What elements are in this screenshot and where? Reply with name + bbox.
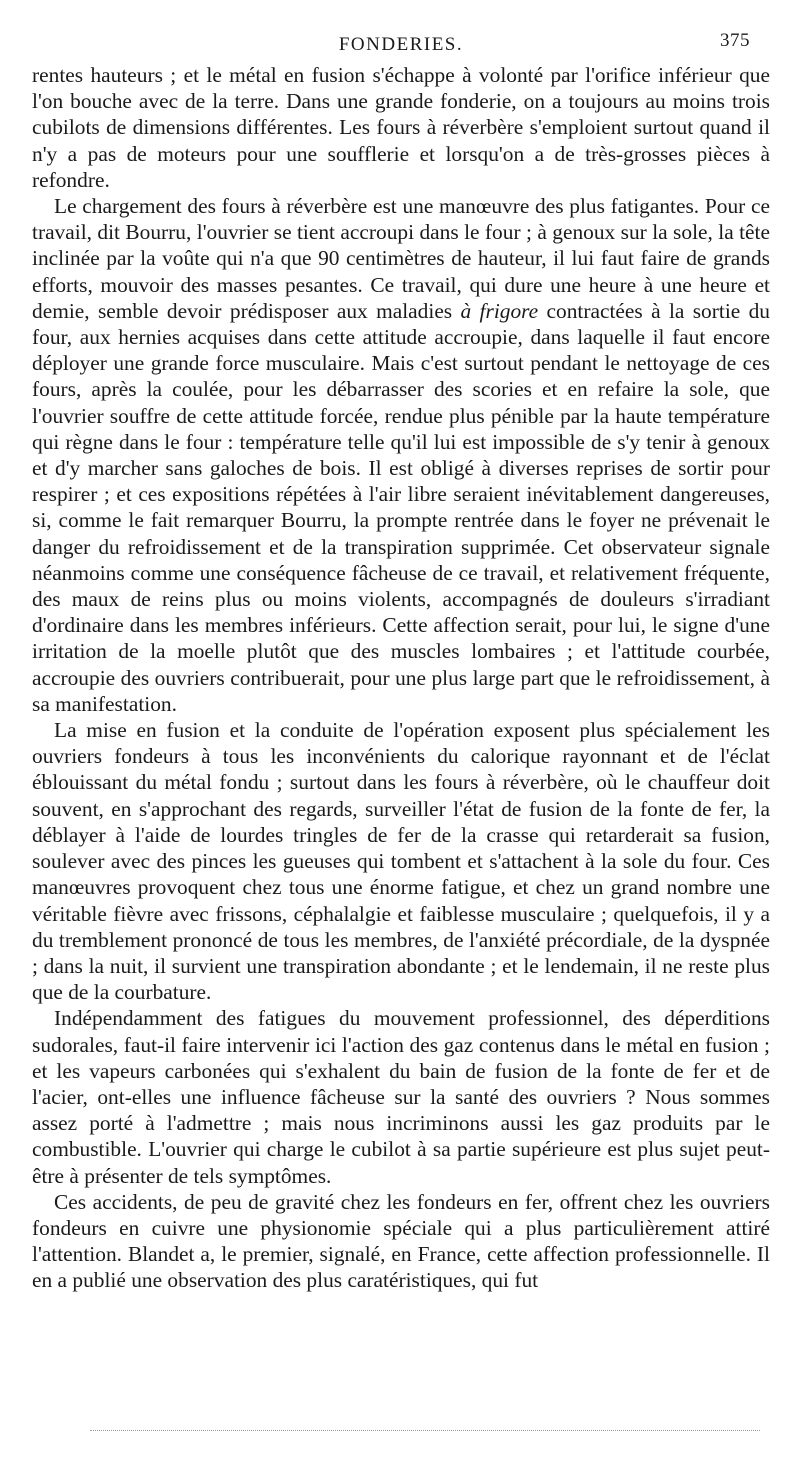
running-head	[32, 28, 770, 56]
italic-term: à frigore	[460, 298, 539, 323]
paragraph-accidents: Ces accidents, de peu de gravité chez les fondeurs en fer, offrent chez les ouvriers fondeurs en cuivre une physionomie spéciale qui a plus particulièrement attiré l'attention. Blandet a, le premier, signalé, en France, cette affection professionnelle. Il en a publié une observation des plus caratéristiques, qui fut	[32, 1189, 770, 1293]
body-text	[32, 62, 770, 1294]
page-number: 375	[720, 30, 750, 51]
paragraph-text: Le chargement des fours à réverbère est une manœuvre des plus fatigantes. Pour ce travail, dit Bourru, l'ouvrier se tient accroupi dans le four ; à genoux sur la sole, la tête inclinée par la voûte qui n'a que 90 centimètres de hauteur, il lui faut faire de grands efforts, mouvoir des masses pesantes. Ce travail, qui dure une heure à une heure et demie, semble devoir prédisposer aux maladies	[32, 194, 770, 323]
paragraph-mise-en-fusion: La mise en fusion et la conduite de l'opération exposent plus spécialement les ouvriers fondeurs à tous les inconvénients du calorique rayonnant et de l'éclat éblouissant du métal fondu ; surtout dans les fours à réverbère, où le chauffeur doit souvent, en s'approchant des regards, surveiller l'état de fusion de la fonte de fer, la déblayer à l'aide de lourdes tringles de fer de la crasse qui retarderait sa fusion, soulever avec des pinces les gueuses qui tombent et s'attachent à la sole du four. Ces manœuvres provoquent chez tous une énorme fatigue, et chez un grand nombre une véritable fièvre avec frissons, céphalalgie et faiblesse musculaire ; quelquefois, il y a du tremblement prononcé de tous les membres, de l'anxiété précordiale, de la dyspnée ; dans la nuit, il survient une transpiration abondante ; et le lendemain, il ne reste plus que de la courbature.	[32, 718, 770, 1005]
running-title: FONDERIES.	[338, 34, 464, 55]
paragraph-text: contractées à la sortie du four, aux hernies acquises dans cette attitude accroupie, dans laquelle il faut encore déployer une grande force musculaire. Mais c'est surtout pendant le nettoyage de ces fours, après la coulée, pour les débarrasser des scories et en refaire la sole, que l'ouvrier souffre de cette attitude forcée, rendue plus pénible par la haute température qui règne dans le four : température telle qu'il lui est impossible de s'y tenir à genoux et d'y marcher sans galoches de bois. Il est obligé à diverses reprises de sortir pour respirer ; et ces expositions répétées à l'air libre seraient inévitablement dangereuses, si, comme le fait remarquer Bourru, la prompte rentrée dans le foyer ne prévenait le danger du refroidissement et de la transpiration supprimée. Cet observateur signale néanmoins comme une conséquence fâcheuse de ce travail, et relativement fréquente, des maux de reins plus ou moins violents, accompagnés de douleurs s'irradiant d'ordinaire dans les membres inférieurs. Cette affection serait, pour lui, le signe d'une irritation de la moelle plutôt que des muscles lombaires ; et l'attitude courbée, accroupie des ouvriers contribuerait, pour une plus large part que le refroidissement, à sa manifestation.	[32, 298, 770, 716]
paragraph-independamment: Indépendamment des fatigues du mouvement professionnel, des déperditions sudorales, faut-il faire intervenir ici l'action des gaz contenus dans le métal en fusion ; et les vapeurs carbonées qui s'exhalent du bain de fusion de la fonte de fer et de l'acier, ont-elles une influence fâcheuse sur la santé des ouvriers ? Nous sommes assez porté à l'admettre ; mais nous incriminons aussi les gaz produits par le combustible. L'ouvrier qui charge le cubilot à sa partie supérieure est plus sujet peut-être à présenter de tels symptômes.	[32, 1006, 770, 1188]
paragraph-chargement	[32, 193, 770, 717]
paragraph-continuation: rentes hauteurs ; et le métal en fusion s'échappe à volonté par l'orifice inférieur que l'on bouche avec de la terre. Dans une grande fonderie, on a toujours au moins trois cubilots de dimensions différentes. Les fours à réverbère s'emploient surtout quand il n'y a pas de moteurs pour une soufflerie et lorsqu'on a de très-grosses pièces à refondre.	[32, 63, 770, 192]
footer-rule	[90, 1430, 760, 1431]
